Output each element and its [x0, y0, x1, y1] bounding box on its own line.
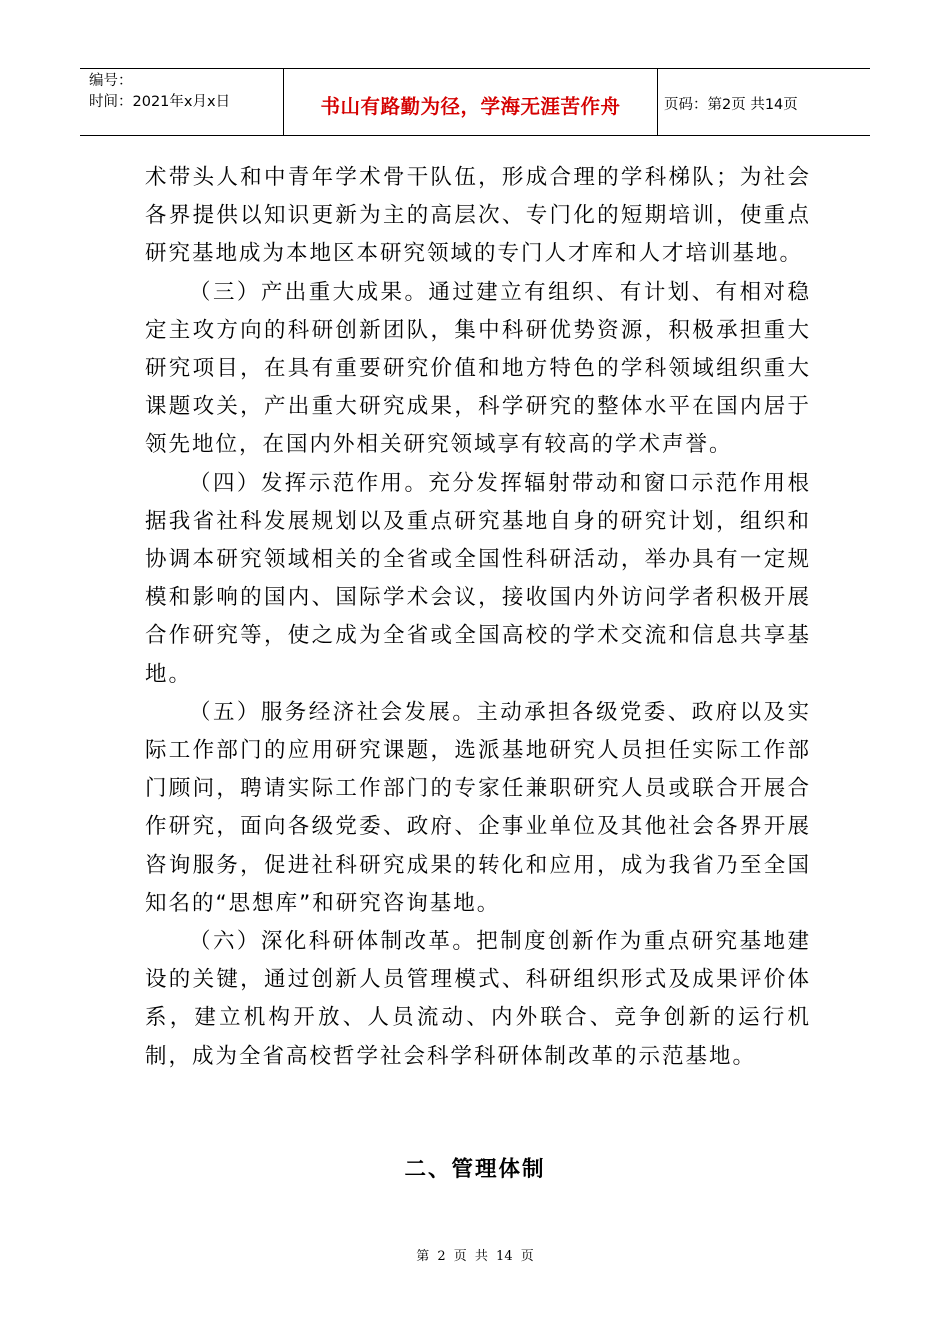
section-heading: 二、管理体制 [404, 1157, 546, 1182]
paragraph-continuation: 术带头人和中青年学术骨干队伍，形成合理的学科梯队；为社会各界提供以知识更新为主的高层次、专门化的短期培训，使重点研究基地成为本地区本研究领域的专门人才库和人才培训基地。 [145, 165, 811, 267]
header-meta-cell [80, 69, 284, 135]
header-motto-cell [284, 69, 658, 135]
page-info: 页码：第2页 共14页 [664, 96, 798, 113]
header-page-cell [658, 69, 870, 135]
paragraph-section-6: （六）深化科研体制改革。把制度创新作为重点研究基地建设的关键，通过创新人员管理模式、科研组织形式及成果评价体系，建立机构开放、人员流动、内外联合、竞争创新的运行机制，成为全省高校哲学社会科学科研体制改革的示范基地。 [145, 929, 811, 1069]
paragraph-section-3: （三）产出重大成果。通过建立有组织、有计划、有相对稳定主攻方向的科研创新团队，集中科研优势资源，积极承担重大研究项目，在具有重要研究价值和地方特色的学科领域组织重大课题攻关，产出重大研究成果，科学研究的整体水平在国内居于领先地位，在国内外相关研究领域享有较高的学术声誉。 [145, 279, 811, 458]
document-header [80, 68, 870, 136]
serial-number-label: 编号： [89, 73, 133, 89]
document-body [145, 159, 811, 1076]
paragraph-section-5: （五）服务经济社会发展。主动承担各级党委、政府以及实际工作部门的应用研究课题，选派基地研究人员担任实际工作部门顾问，聘请实际工作部门的专家任兼职研究人员或联合开展合作研究，面向各级党委、政府、企事业单位及其他社会各界开展咨询服务，促进社科研究成果的转化和应用，成为我省乃至全国知名的“思想库”和研究咨询基地。 [145, 699, 811, 916]
page-footer: 第 2 页 共 14 页 [416, 1249, 534, 1264]
motto-text: 书山有路勤为径，学海无涯苦作舟 [320, 95, 621, 118]
date-label: 时间：2021年x月x日 [89, 94, 231, 110]
paragraph-section-4: （四）发挥示范作用。充分发挥辐射带动和窗口示范作用根据我省社科发展规划以及重点研究基地自身的研究计划，组织和协调本研究领域相关的全省或全国性科研活动，举办具有一定规模和影响的国内、国际学术会议，接收国内外访问学者积极开展合作研究等，使之成为全省或全国高校的学术交流和信息共享基地。 [145, 470, 811, 687]
